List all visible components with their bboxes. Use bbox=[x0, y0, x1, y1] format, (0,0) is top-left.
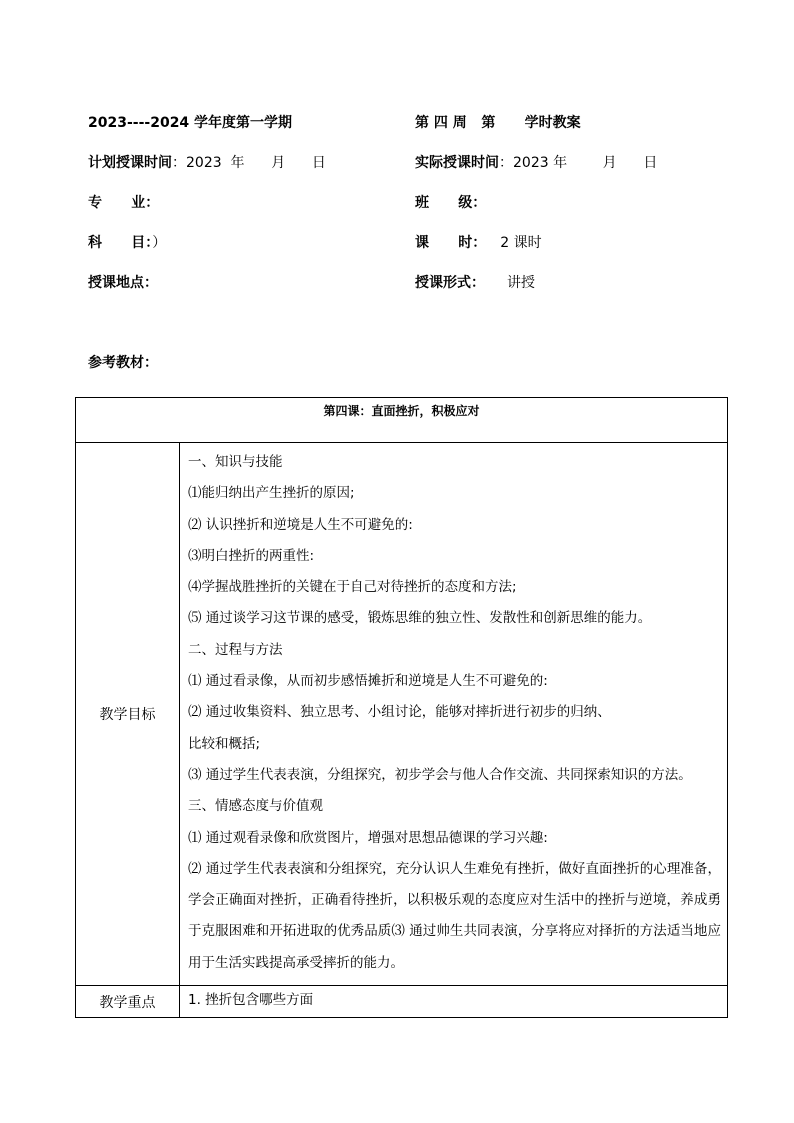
lesson-plan-table bbox=[75, 397, 728, 1018]
key-label: 教学重点 bbox=[76, 986, 180, 1018]
major-label: 专 业： bbox=[88, 195, 160, 211]
goal-paragraph: ⑵ 通过学生代表表演和分组探究，充分认识人生难免有挫折，做好直面挫折的心理准备，学会正确面对挫折，正确看待挫折，以积极乐观的态度应对生活中的挫折与逆境，养成勇于克服困难和开拓进取的优秀品质⑶ 通过帅生共同表演，分享将应对择折的方法适当地应用于生活实践提高承受摔折的能力。 bbox=[188, 860, 721, 971]
hours bbox=[415, 233, 542, 253]
actual-time bbox=[415, 153, 657, 173]
goal-line: 比较和概括; bbox=[188, 735, 261, 752]
goal-line: ⑴ 通过观看录像和欣赏图片，增强对思想品德课的学习兴趣: bbox=[188, 829, 548, 846]
goal-line: ⑸ 通过谈学习这节课的感受，锻炼思维的独立性、发散性和创新思维的能力。 bbox=[188, 610, 652, 627]
goal-line: ⑵ 通过收集资料、独立思考、小组讨论，能够对摔折进行初步的归纳、 bbox=[188, 704, 611, 721]
goal-line: ⑴ 通过看录像，从而初步感悟摊折和逆境是人生不可避免的: bbox=[188, 673, 548, 690]
goal-line: ⑶ 通过学生代表表演，分组探究，初步学会与他人合作交流、共同探索知识的方法。 bbox=[188, 766, 692, 783]
goal-line: ⑵ 认识挫折和逆境是人生不可避免的: bbox=[188, 516, 413, 533]
key-points: 1. 挫折包含哪些方面 bbox=[180, 986, 728, 1018]
goals-content bbox=[180, 443, 728, 986]
goal-line: 三、情感态度与价值观 bbox=[188, 798, 323, 815]
lesson-title: 第四课：直面挫折，积极应对 bbox=[76, 398, 728, 443]
hours-value: 2 课时 bbox=[500, 235, 542, 251]
key-points-row bbox=[76, 986, 728, 1018]
subject-value: ） bbox=[152, 235, 167, 251]
subject bbox=[88, 233, 166, 253]
term-heading: 2023----2024 学年度第一学期 bbox=[88, 115, 293, 131]
plan-time-value: ：2023 年 月 日 bbox=[172, 155, 326, 171]
reference-label: 参考教材： bbox=[88, 355, 158, 371]
week-heading: 第 四 周 第 学时教案 bbox=[415, 115, 581, 131]
class-label: 班 级： bbox=[415, 195, 487, 211]
form-label: 授课形式： bbox=[415, 275, 485, 291]
goal-line: ⑶明白挫折的两重性: bbox=[188, 547, 315, 564]
lesson-title-row bbox=[76, 398, 728, 443]
goal-line: 一、知识与技能 bbox=[188, 454, 283, 470]
goal-line: 二、过程与方法 bbox=[188, 641, 283, 658]
goal-line: ⑴能归纳出产生挫折的原因; bbox=[188, 485, 355, 502]
form bbox=[415, 273, 535, 293]
goals-row bbox=[76, 443, 728, 986]
subject-label: 科 目： bbox=[88, 235, 153, 251]
hours-label: 课 时： bbox=[415, 235, 487, 251]
goals-label: 教学目标 bbox=[76, 443, 180, 986]
actual-time-value: ：2023 年 月 日 bbox=[499, 155, 658, 171]
actual-time-label: 实际授课时间 bbox=[415, 155, 499, 171]
plan-time bbox=[88, 153, 326, 173]
plan-time-label: 计划授课时间 bbox=[88, 155, 172, 171]
place-label: 授课地点： bbox=[88, 275, 158, 291]
form-value: 讲授 bbox=[507, 275, 535, 291]
goal-line: ⑷学握战胜挫折的关键在于自己对待挫折的态度和方法; bbox=[188, 579, 517, 596]
